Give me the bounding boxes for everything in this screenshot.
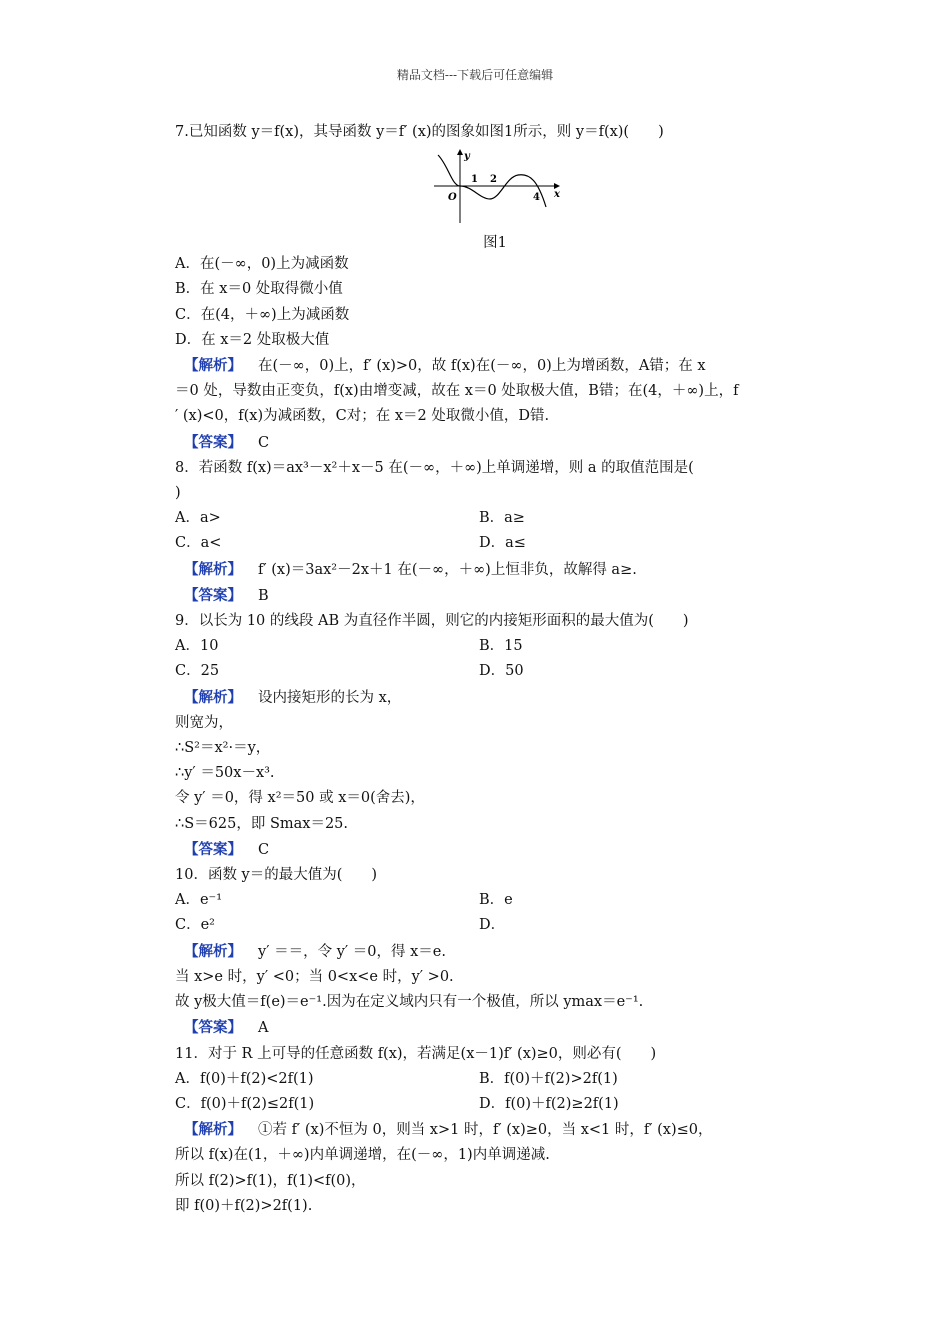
analysis-tag: 【解析】 xyxy=(184,560,242,578)
q9-options-row-2 xyxy=(175,659,815,684)
q7-analysis-line-3: ′ (x)<0，f(x)为减函数，C对；在 x＝2 处取微小值，D错. xyxy=(175,408,550,425)
q9-option-c: C．25 xyxy=(175,663,220,680)
q8-options-row-2 xyxy=(175,531,815,556)
analysis-tag: 【解析】 xyxy=(184,688,242,706)
q11-option-a: A．f(0)＋f(2)<2f(1) xyxy=(175,1070,314,1087)
q7-option-c: C．在(4，＋∞)上为减函数 xyxy=(175,306,350,323)
analysis-tag: 【解析】 xyxy=(184,357,242,375)
q11-analysis-line-2: 所以 f(x)在(1，＋∞)内单调递增，在(－∞，1)内单调递减. xyxy=(175,1147,550,1164)
q7-answer-value: C xyxy=(258,434,270,451)
q9-option-a: A．10 xyxy=(175,638,219,655)
q9-analysis-line-1 xyxy=(175,685,815,711)
answer-tag: 【答案】 xyxy=(184,840,242,858)
q7-option-b: B．在 x＝0 处取得微小值 xyxy=(175,281,343,298)
q9-stem: 9．以长为 10 的线段 AB 为直径作半圆，则它的内接矩形面积的最大值为( ) xyxy=(175,613,689,630)
analysis-tag: 【解析】 xyxy=(184,1121,242,1139)
analysis-tag: 【解析】 xyxy=(184,942,242,960)
q10-analysis-line-1 xyxy=(175,939,815,965)
q8-analysis xyxy=(175,557,815,583)
q10-answer xyxy=(175,1015,815,1041)
origin-label: O xyxy=(448,192,457,204)
q11-analysis-line-3: 所以 f(2)>f(1)，f(1)<f(0)， xyxy=(175,1172,366,1189)
q8-option-b: B．a≥ xyxy=(479,510,525,527)
tick-label-2: 2 xyxy=(490,174,497,186)
q10-option-a: A．e⁻¹ xyxy=(175,892,223,909)
q8-analysis-text: f′ (x)＝3ax²－2x＋1 在(－∞，＋∞)上恒非负，故解得 a≥. xyxy=(258,561,637,578)
q9-option-d: D．50 xyxy=(479,663,524,680)
q11-option-d: D．f(0)＋f(2)≥2f(1) xyxy=(479,1095,619,1112)
q9-analysis-line-4: ∴y′ ＝50x－x³. xyxy=(175,765,275,782)
q10-options-row-1 xyxy=(175,888,815,913)
tick-label-4: 4 xyxy=(533,192,540,204)
q8-stem-line-2: ) xyxy=(175,485,181,502)
q9-analysis-line-3: ∴S²＝x²·＝y， xyxy=(175,740,271,757)
q10-option-b: B．e xyxy=(479,892,513,909)
q10-analysis-text-1: y′ ＝＝，令 y′ ＝0，得 x＝e. xyxy=(258,943,446,960)
tick-label-1: 1 xyxy=(471,174,478,186)
derivative-graph xyxy=(430,147,560,227)
q7-figure xyxy=(175,145,815,252)
q8-answer xyxy=(175,583,815,609)
answer-tag: 【答案】 xyxy=(184,586,242,604)
q7-answer xyxy=(175,430,815,456)
q11-analysis-text-1: ①若 f′ (x)不恒为 0，则当 x>1 时，f′ (x)≥0，当 x<1 时，f′ (x)≤0， xyxy=(258,1122,713,1139)
q9-answer-value: C xyxy=(258,841,270,858)
q8-options-row-1 xyxy=(175,506,815,531)
q8-option-a: A．a> xyxy=(175,510,221,527)
q8-option-c: C．a< xyxy=(175,535,222,552)
figure-caption: 图1 xyxy=(483,235,507,252)
q11-stem: 11．对于 R 上可导的任意函数 f(x)，若满足(x－1)f′ (x)≥0，则必有( ) xyxy=(175,1045,657,1062)
q9-options-row-1 xyxy=(175,634,815,659)
q9-analysis-line-2: 则宽为， xyxy=(175,714,233,731)
q10-stem: 10．函数 y＝的最大值为( ) xyxy=(175,867,378,884)
q7-option-a: A．在(－∞，0)上为减函数 xyxy=(175,256,349,273)
q10-analysis-line-2: 当 x>e 时，y′ <0；当 0<x<e 时，y′ >0. xyxy=(175,968,454,985)
answer-tag: 【答案】 xyxy=(184,1019,242,1037)
q10-option-c: C．e² xyxy=(175,917,215,934)
q9-analysis-text-1: 设内接矩形的长为 x， xyxy=(258,689,402,706)
q9-analysis-line-5: 令 y′ ＝0，得 x²＝50 或 x＝0(舍去)， xyxy=(175,790,425,807)
q10-option-d: D． xyxy=(479,917,506,934)
x-axis-label: x xyxy=(554,189,560,201)
q9-analysis-line-6: ∴S＝625，即 Smax＝25. xyxy=(175,815,349,832)
y-axis-label: y xyxy=(464,151,470,163)
document-body xyxy=(175,120,815,1219)
q8-option-d: D．a≤ xyxy=(479,535,526,552)
q7-analysis-text-1: 在(－∞，0)上，f′ (x)>0，故 f(x)在(－∞，0)上为增函数，A错；在 x xyxy=(258,358,706,375)
q10-analysis-line-3: 故 y极大值＝f(e)＝e⁻¹.因为在定义域内只有一个极值，所以 ymax＝e⁻¹. xyxy=(175,994,644,1011)
q10-options-row-2 xyxy=(175,913,815,938)
q11-option-b: B．f(0)＋f(2)>2f(1) xyxy=(479,1070,618,1087)
q9-answer xyxy=(175,837,815,863)
answer-tag: 【答案】 xyxy=(184,433,242,451)
q8-stem-line-1: 8．若函数 f(x)＝ax³－x²＋x－5 在(－∞，＋∞)上单调递增，则 a 的取值范围是( xyxy=(175,459,694,476)
q7-analysis-line-2: ＝0 处，导数由正变负，f(x)由增变减，故在 x＝0 处取极大值，B错；在(4，＋∞)上，f xyxy=(175,383,739,400)
q11-options-row-2 xyxy=(175,1092,815,1117)
q9-option-b: B．15 xyxy=(479,638,523,655)
q11-analysis-line-1 xyxy=(175,1117,815,1143)
q10-answer-value: A xyxy=(258,1020,269,1037)
q7-option-d: D．在 x＝2 处取极大值 xyxy=(175,331,330,348)
page-header: 精品文档---下载后可任意编辑 xyxy=(396,68,554,82)
q8-answer-value: B xyxy=(258,587,269,604)
q7-stem: 7.已知函数 y＝f(x)，其导函数 y＝f′ (x)的图象如图1所示，则 y＝f(x)( ) xyxy=(175,124,664,140)
q11-analysis-line-4: 即 f(0)＋f(2)>2f(1). xyxy=(175,1197,313,1214)
q11-option-c: C．f(0)＋f(2)≤2f(1) xyxy=(175,1095,315,1112)
q11-options-row-1 xyxy=(175,1067,815,1092)
q7-analysis-line-1 xyxy=(175,353,815,379)
y-axis-arrow-icon xyxy=(457,149,463,155)
